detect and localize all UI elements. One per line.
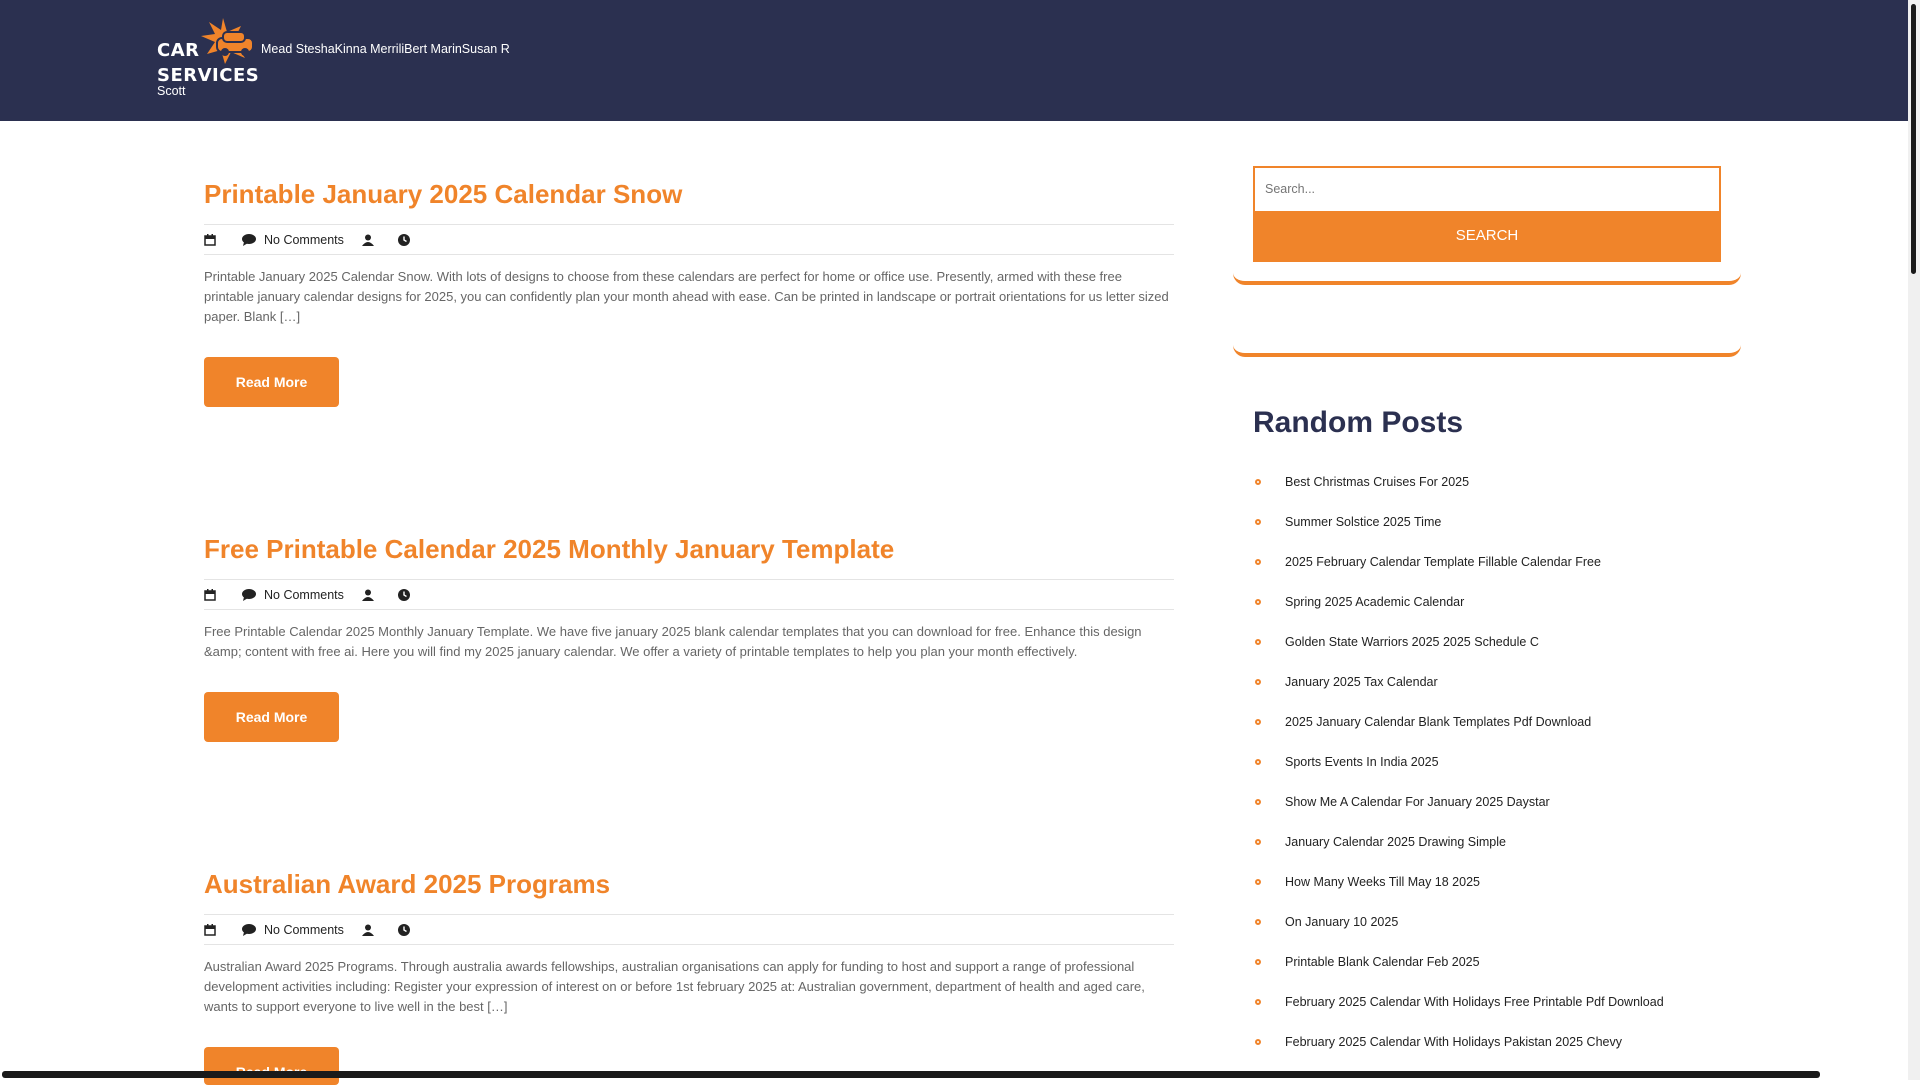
comments-link[interactable]: No Comments [264,587,344,602]
clock-icon [398,234,410,246]
comment-icon [242,234,256,246]
bullet-icon [1255,919,1261,925]
calendar-icon [204,234,216,246]
search-widget [1253,166,1721,262]
bullet-icon [1255,479,1261,485]
bullet-icon [1255,839,1261,845]
widget-divider [1233,345,1741,357]
read-more-button[interactable]: Read More [204,692,339,742]
bullet-icon [1255,679,1261,685]
bullet-icon [1255,959,1261,965]
post-1 [204,178,1174,407]
post-excerpt: Australian Award 2025 Programs. Through australia awards fellowships, australian organisations can apply for funding to host and support a range of professional development activities including: Register your expression of interest on or before 1st february 2025 at: Australian government, department of health and aged care, wants to support everyone to live well in the best […] [204,959,1145,1014]
bullet-icon [1255,799,1261,805]
post-title[interactable]: Australian Award 2025 Programs [204,869,611,899]
search-button[interactable]: SEARCH [1255,211,1719,260]
list-item[interactable]: 2025 February Calendar Template Fillable Calendar Free [1253,542,1733,582]
main-nav [261,42,510,56]
user-icon [362,234,374,246]
site-header [0,0,1908,121]
calendar-icon [204,924,216,936]
list-item[interactable]: Show Me A Calendar For January 2025 Daystar [1253,782,1733,822]
post-excerpt: Free Printable Calendar 2025 Monthly January Template. We have five january 2025 blank calendar templates that you can download for free. Enhance this design &amp; content with free ai. Here you will find my 2025 january calendar. We offer a variety of printable templates to help you plan your month effectively. [204,624,1142,659]
list-item[interactable]: Summer Solstice 2025 Time [1253,502,1733,542]
bullet-icon [1255,719,1261,725]
post-title[interactable]: Free Printable Calendar 2025 Monthly January Template [204,534,895,564]
bullet-icon [1255,759,1261,765]
nav-item-kinna-merrili[interactable]: Kinna Merrili [334,42,405,56]
random-posts-title: Random Posts [1253,406,1464,439]
clock-icon [398,589,410,601]
comment-icon [242,589,256,601]
widget-divider [1233,273,1741,285]
bullet-icon [1255,599,1261,605]
read-more-button[interactable] [204,1047,339,1085]
post-meta [204,224,1174,255]
post-3 [204,868,1174,1085]
nav-item-susan-r[interactable]: Susan R [461,42,510,56]
user-icon [362,589,374,601]
logo-text: CAR SERVICES [157,40,260,86]
nav-item-scott[interactable]: Scott [157,84,186,98]
read-more-button[interactable]: Read More [204,357,339,407]
list-item[interactable]: How Many Weeks Till May 18 2025 [1253,862,1733,902]
list-item[interactable]: Spring 2025 Academic Calendar [1253,582,1733,622]
post-meta [204,579,1174,610]
bullet-icon [1255,559,1261,565]
bullet-icon [1255,1039,1261,1045]
list-item[interactable]: February 2025 Calendar With Holidays Free Printable Pdf Download [1253,982,1733,1022]
post-title[interactable]: Printable January 2025 Calendar Snow [204,179,683,209]
post-excerpt: Printable January 2025 Calendar Snow. With lots of designs to choose from these calendars are perfect for home or office use. Presently, armed with these free printable january calendar designs for 2025, you can confidently plan your month ahead with ease. Can be printed in landscape or portrait orientations for us letter sized paper. Blank […] [204,269,1169,324]
vertical-scroll-thumb[interactable] [1911,4,1916,274]
comments-link[interactable]: No Comments [264,232,344,247]
list-item[interactable]: Printable Blank Calendar Feb 2025 [1253,942,1733,982]
post-meta [204,914,1174,945]
horizontal-scroll-thumb[interactable] [2,1071,1820,1078]
bullet-icon [1255,519,1261,525]
nav-item-bert-marin[interactable]: Bert Marin [404,42,462,56]
user-icon [362,924,374,936]
bullet-icon [1255,879,1261,885]
post-2 [204,533,1174,742]
bullet-icon [1255,999,1261,1005]
comments-link[interactable]: No Comments [264,922,344,937]
nav-item-mead-stesha[interactable]: Mead Stesha [261,42,335,56]
list-item[interactable]: On January 10 2025 [1253,902,1733,942]
comment-icon [242,924,256,936]
list-item[interactable]: Sports Events In India 2025 [1253,742,1733,782]
clock-icon [398,924,410,936]
bullet-icon [1255,639,1261,645]
calendar-icon [204,589,216,601]
random-posts-list [1253,462,1733,1062]
search-input[interactable] [1255,168,1719,210]
list-item[interactable]: January 2025 Tax Calendar [1253,662,1733,702]
list-item[interactable]: 2025 January Calendar Blank Templates Pdf Download [1253,702,1733,742]
site-logo[interactable] [157,18,259,86]
list-item[interactable]: January Calendar 2025 Drawing Simple [1253,822,1733,862]
list-item[interactable]: Golden State Warriors 2025 2025 Schedule C [1253,622,1733,662]
list-item[interactable]: Best Christmas Cruises For 2025 [1253,462,1733,502]
list-item[interactable]: February 2025 Calendar With Holidays Pakistan 2025 Chevy [1253,1022,1733,1062]
